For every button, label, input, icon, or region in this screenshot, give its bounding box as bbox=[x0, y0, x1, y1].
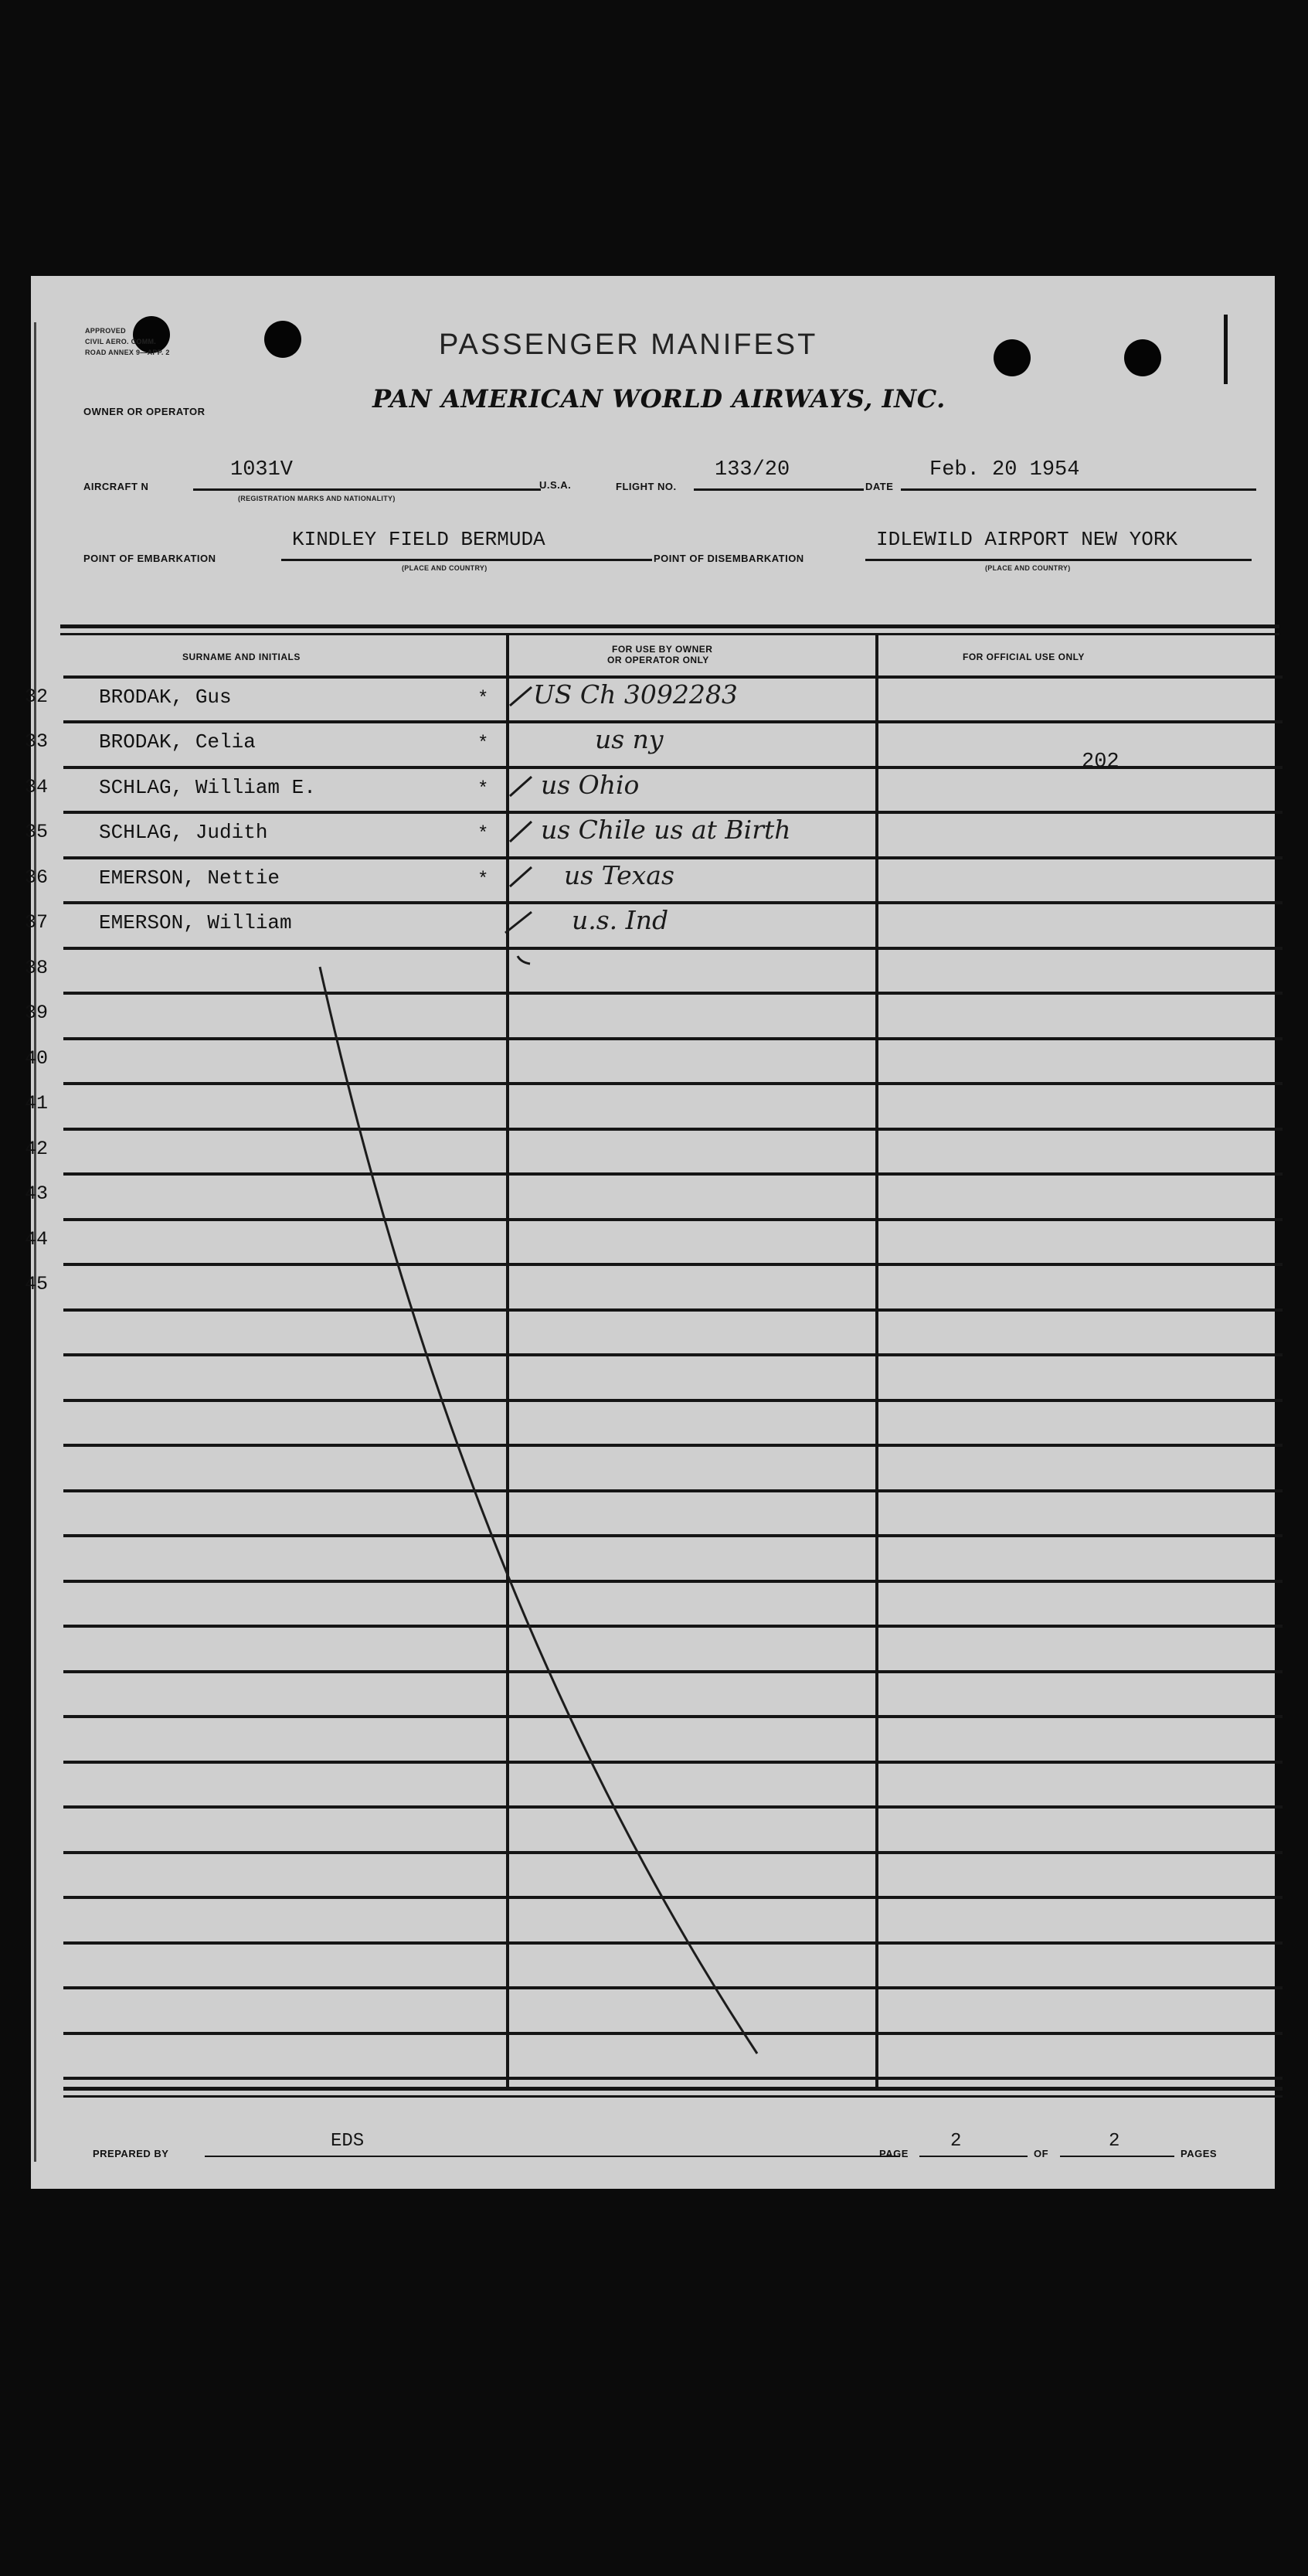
aircraft-label: AIRCRAFT N bbox=[83, 481, 149, 492]
page-underline bbox=[919, 2156, 1028, 2157]
manifest-sheet bbox=[25, 276, 1275, 2189]
row-number: 42 bbox=[25, 1138, 49, 1160]
prepared-by-label: PREPARED BY bbox=[93, 2148, 169, 2159]
handwritten-note: US Ch 3092283 bbox=[533, 679, 738, 710]
approval-line: CIVIL AERO. COMM. bbox=[85, 338, 157, 345]
aircraft-underline bbox=[193, 488, 541, 491]
passenger-name: BRODAK, Gus bbox=[99, 686, 232, 709]
row-number: 34 bbox=[25, 776, 49, 798]
row-number: 40 bbox=[25, 1047, 49, 1070]
row-number: 37 bbox=[25, 911, 49, 934]
handwritten-note: us Ohio bbox=[541, 770, 640, 800]
approval-line: ROAD ANNEX 9—APP. 2 bbox=[85, 349, 170, 356]
row-rule bbox=[63, 947, 1283, 950]
aircraft-value: 1031V bbox=[230, 458, 294, 482]
usa-label: U.S.A. bbox=[539, 479, 572, 491]
passenger-name: EMERSON, William bbox=[99, 911, 292, 934]
prepared-by-underline bbox=[205, 2156, 900, 2157]
punch-hole bbox=[1124, 339, 1161, 376]
column-header-owner-line2: OR OPERATOR ONLY bbox=[607, 655, 709, 665]
row-number: 35 bbox=[25, 821, 49, 843]
embarkation-value: KINDLEY FIELD BERMUDA bbox=[292, 528, 545, 551]
flight-underline bbox=[694, 488, 864, 491]
asterisk-mark: * bbox=[477, 689, 489, 710]
passenger-name: EMERSON, Nettie bbox=[99, 866, 280, 890]
of-value: 2 bbox=[1109, 2131, 1120, 2152]
embarkation-label: POINT OF EMBARKATION bbox=[83, 553, 216, 564]
table-top-rule bbox=[60, 633, 1279, 635]
table-top-rule bbox=[60, 624, 1279, 628]
row-rule bbox=[63, 2077, 1283, 2080]
asterisk-mark: * bbox=[477, 824, 489, 845]
handwritten-note: us ny bbox=[595, 724, 664, 754]
column-header-surname: SURNAME AND INITIALS bbox=[182, 652, 301, 662]
row-rule bbox=[63, 675, 1283, 679]
company-name: PAN AMERICAN WORLD AIRWAYS, INC. bbox=[372, 384, 946, 413]
row-number: 33 bbox=[25, 730, 49, 753]
approval-line: APPROVED bbox=[85, 327, 126, 335]
disembarkation-caption: (PLACE AND COUNTRY) bbox=[985, 564, 1071, 572]
punch-hole bbox=[994, 339, 1031, 376]
row-number: 39 bbox=[25, 1002, 49, 1024]
row-number: 38 bbox=[25, 957, 49, 979]
registration-caption: (REGISTRATION MARKS AND NATIONALITY) bbox=[238, 495, 396, 502]
owner-label: OWNER OR OPERATOR bbox=[83, 406, 206, 417]
passenger-name: SCHLAG, Judith bbox=[99, 821, 268, 844]
column-divider bbox=[875, 635, 878, 2089]
of-label: OF bbox=[1034, 2148, 1049, 2159]
table-bottom-rule bbox=[63, 2095, 1283, 2098]
flight-value: 133/20 bbox=[715, 458, 790, 482]
row-rule bbox=[63, 720, 1283, 723]
flight-label: FLIGHT NO. bbox=[616, 481, 677, 492]
disembarkation-underline bbox=[865, 559, 1252, 561]
row-number: 44 bbox=[25, 1228, 49, 1251]
embarkation-caption: (PLACE AND COUNTRY) bbox=[402, 564, 488, 572]
asterisk-mark: * bbox=[477, 733, 489, 754]
row-rule bbox=[63, 856, 1283, 859]
asterisk-mark: * bbox=[477, 779, 489, 800]
diagonal-cancel-line bbox=[317, 964, 780, 2061]
column-header-official: FOR OFFICIAL USE ONLY bbox=[963, 652, 1085, 662]
official-value: 202 bbox=[1082, 750, 1119, 774]
passenger-name: SCHLAG, William E. bbox=[99, 776, 316, 799]
of-underline bbox=[1060, 2156, 1174, 2157]
column-header-owner-line1: FOR USE BY OWNER bbox=[612, 644, 713, 655]
handwritten-note: us Texas bbox=[564, 860, 674, 890]
punch-hole bbox=[133, 316, 170, 353]
punch-hole bbox=[264, 321, 301, 358]
page-label: PAGE bbox=[879, 2148, 909, 2159]
page-title: PASSENGER MANIFEST bbox=[439, 328, 818, 361]
asterisk-mark: * bbox=[477, 869, 489, 890]
row-rule bbox=[63, 811, 1283, 814]
date-label: DATE bbox=[865, 481, 894, 492]
row-number: 32 bbox=[25, 686, 49, 708]
row-number: 45 bbox=[25, 1273, 49, 1295]
row-rule bbox=[63, 901, 1283, 904]
pages-label: PAGES bbox=[1181, 2148, 1218, 2159]
disembarkation-label: POINT OF DISEMBARKATION bbox=[654, 553, 804, 564]
page-value: 2 bbox=[950, 2131, 962, 2152]
handwritten-note: u.s. Ind bbox=[572, 905, 669, 935]
table-bottom-rule bbox=[63, 2087, 1283, 2091]
date-value: Feb. 20 1954 bbox=[929, 458, 1080, 482]
handwritten-note: us Chile us at Birth bbox=[541, 815, 791, 845]
passenger-name: BRODAK, Celia bbox=[99, 730, 256, 754]
paper-fold-mark bbox=[1224, 315, 1228, 384]
embarkation-underline bbox=[281, 559, 652, 561]
date-underline bbox=[901, 488, 1256, 491]
row-number: 43 bbox=[25, 1183, 49, 1205]
prepared-by-value: EDS bbox=[331, 2131, 365, 2152]
row-number: 41 bbox=[25, 1092, 49, 1114]
row-number: 36 bbox=[25, 866, 49, 889]
disembarkation-value: IDLEWILD AIRPORT NEW YORK bbox=[876, 528, 1178, 551]
